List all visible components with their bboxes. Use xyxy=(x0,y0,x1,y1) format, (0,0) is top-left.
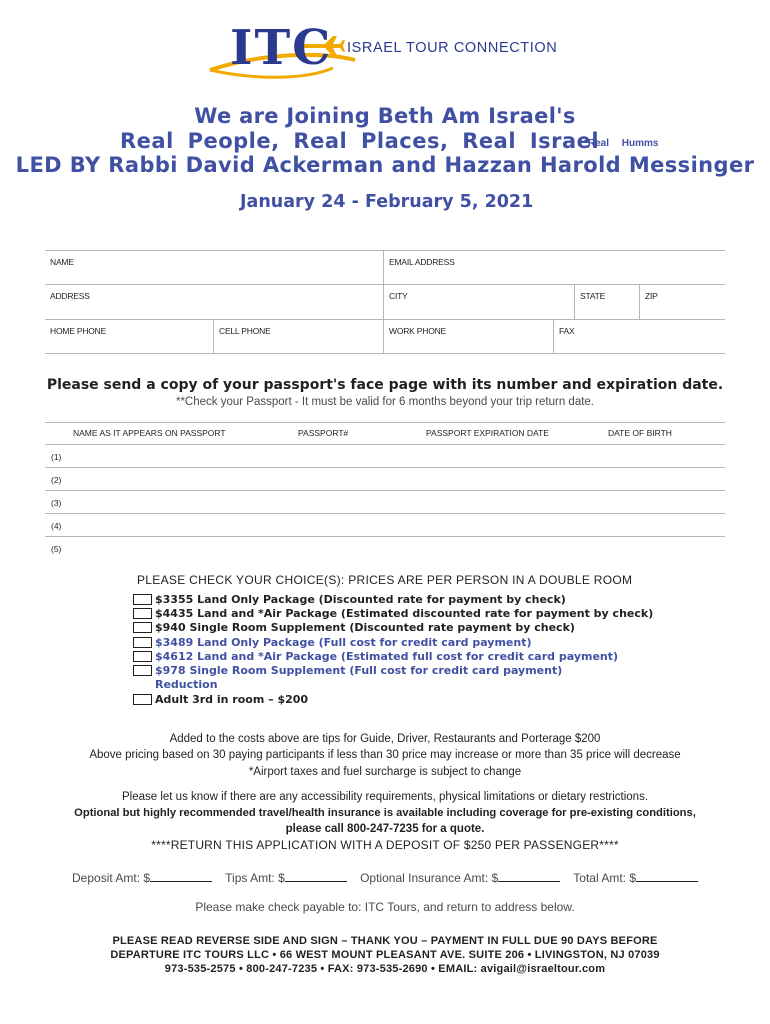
work-phone-field[interactable] xyxy=(384,320,554,354)
trip-dates: January 24 - February 5, 2021 xyxy=(240,192,534,212)
passport-row[interactable] xyxy=(45,445,725,468)
work-phone-label: WORK PHONE xyxy=(389,326,447,336)
state-field[interactable] xyxy=(575,285,640,320)
check-payable-note: Please make check payable to: ITC Tours, and return to address below. xyxy=(195,900,575,914)
col-passport-expiration: PASSPORT EXPIRATION DATE xyxy=(426,428,549,438)
choice-label: $978 Single Room Supplement (Full cost for credit card payment) xyxy=(155,664,563,678)
row-number: (2) xyxy=(51,475,62,485)
title-line-3: LED BY Rabbi David Ackerman and Hazzan Harold Messinger xyxy=(15,153,755,177)
passport-row[interactable] xyxy=(45,491,725,514)
title-line-2: Real People, Real Places, Real Israel xyxy=(120,129,600,153)
choice-land-air-card xyxy=(133,649,653,663)
choice-checkbox[interactable] xyxy=(133,651,152,662)
col-date-of-birth: DATE OF BIRTH xyxy=(608,428,672,438)
total-amount-label: Total Amt: $ xyxy=(573,871,636,885)
package-choices xyxy=(133,592,653,706)
row-number: (4) xyxy=(51,521,62,531)
name-field[interactable] xyxy=(45,250,384,285)
passport-row[interactable] xyxy=(45,468,725,491)
choice-land-only-check xyxy=(133,592,653,606)
choice-land-air-check xyxy=(133,606,653,620)
accessibility-note: Please let us know if there are any accessibility requirements, physical limitations or dietary restrictions. xyxy=(121,791,649,803)
airport-note: *Airport taxes and fuel surcharge is subject to change xyxy=(248,766,522,778)
cell-phone-field[interactable] xyxy=(214,320,384,354)
deposit-note: ****RETURN THIS APPLICATION WITH A DEPOSIT OF $250 PER PASSENGER**** xyxy=(151,838,619,852)
choice-checkbox[interactable] xyxy=(133,665,152,676)
passport-row[interactable] xyxy=(45,537,725,560)
choice-single-room-card xyxy=(133,663,653,677)
choice-checkbox[interactable] xyxy=(133,694,152,705)
choice-checkbox[interactable] xyxy=(133,637,152,648)
col-passport-number: PASSPORT# xyxy=(298,428,349,438)
insurance-note: Optional but highly recommended travel/health insurance is available including coverage for pre-existing conditions, xyxy=(74,807,696,819)
cell-phone-label: CELL PHONE xyxy=(219,326,271,336)
city-field[interactable] xyxy=(384,285,575,320)
deposit-amount-label: Deposit Amt: $ xyxy=(72,871,151,885)
home-phone-label: HOME PHONE xyxy=(50,326,107,336)
amounts-row xyxy=(0,871,770,885)
row-number: (1) xyxy=(51,452,62,462)
choice-third-adult xyxy=(133,692,653,706)
contact-form xyxy=(45,250,725,354)
title-line-1: We are Joining Beth Am Israel's xyxy=(194,104,576,128)
address-field[interactable] xyxy=(45,285,384,320)
passport-table-header xyxy=(45,422,725,445)
name-label: NAME xyxy=(50,257,74,267)
choice-label: $940 Single Room Supplement (Discounted rate payment by check) xyxy=(155,621,575,635)
fax-label: FAX xyxy=(559,326,575,336)
col-name-on-passport: NAME AS IT APPEARS ON PASSPORT xyxy=(73,428,226,438)
choice-label: Reduction xyxy=(155,678,218,692)
total-amount-input[interactable] xyxy=(636,872,698,882)
choice-checkbox[interactable] xyxy=(133,622,152,633)
logo-letters: ITC xyxy=(230,20,333,76)
insurance-amount-label: Optional Insurance Amt: $ xyxy=(360,871,499,885)
deposit-amount-input[interactable] xyxy=(150,872,212,882)
footer-line-1: PLEASE READ REVERSE SIDE AND SIGN – THANK YOU – PAYMENT IN FULL DUE 90 DAYS BEFORE xyxy=(112,935,658,947)
fax-field[interactable] xyxy=(554,320,725,354)
choice-single-room-check xyxy=(133,621,653,635)
row-number: (3) xyxy=(51,498,62,508)
title-line-2-note: *Real Humms xyxy=(584,138,659,149)
logo-company-name: ISRAEL TOUR CONNECTION xyxy=(347,40,558,56)
itc-logo xyxy=(205,22,575,78)
zip-field[interactable] xyxy=(640,285,725,320)
choice-label: $3355 Land Only Package (Discounted rate for payment by check) xyxy=(155,592,566,606)
tips-note: Added to the costs above are tips for Guide, Driver, Restaurants and Porterage $200 xyxy=(169,733,601,745)
insurance-note-2: please call 800-247-7235 for a quote. xyxy=(285,823,485,835)
tips-amount-label: Tips Amt: $ xyxy=(225,871,285,885)
choice-label: $4612 Land and *Air Package (Estimated full cost for credit card payment) xyxy=(155,649,619,663)
passport-row[interactable] xyxy=(45,514,725,537)
address-label: ADDRESS xyxy=(50,291,90,301)
row-number: (5) xyxy=(51,544,62,554)
email-field[interactable] xyxy=(384,250,725,285)
passport-heading: Please send a copy of your passport's face page with its number and expiration date. xyxy=(46,377,724,393)
pricing-note: Above pricing based on 30 paying participants if less than 30 price may increase or more than 35 price will decrease xyxy=(89,749,681,761)
city-label: CITY xyxy=(389,291,408,301)
tips-amount-input[interactable] xyxy=(285,872,347,882)
email-label: EMAIL ADDRESS xyxy=(389,257,455,267)
insurance-amount-input[interactable] xyxy=(498,872,560,882)
choice-land-only-card xyxy=(133,635,653,649)
footer-contact: 973-535-2575 • 800-247-7235 • FAX: 973-535-2690 • EMAIL: avigail@israeltour.com xyxy=(164,963,606,975)
choice-checkbox[interactable] xyxy=(133,594,152,605)
passport-table xyxy=(45,422,725,560)
home-phone-field[interactable] xyxy=(45,320,214,354)
state-label: STATE xyxy=(580,291,606,301)
choice-checkbox[interactable] xyxy=(133,608,152,619)
footer-address: DEPARTURE ITC TOURS LLC • 66 WEST MOUNT PLEASANT AVE. SUITE 206 • LIVINGSTON, NJ 07039 xyxy=(110,949,660,961)
choices-heading: PLEASE CHECK YOUR CHOICE(S): PRICES ARE PER PERSON IN A DOUBLE ROOM xyxy=(137,573,633,587)
choice-label: $4435 Land and *Air Package (Estimated discounted rate for payment by check) xyxy=(155,606,654,620)
choice-reduction-label xyxy=(133,678,653,692)
choice-label: $3489 Land Only Package (Full cost for credit card payment) xyxy=(155,635,532,649)
zip-label: ZIP xyxy=(645,291,658,301)
passport-subheading: **Check your Passport - It must be valid for 6 months beyond your trip return date. xyxy=(175,396,595,408)
choice-label: Adult 3rd in room – $200 xyxy=(155,692,309,706)
